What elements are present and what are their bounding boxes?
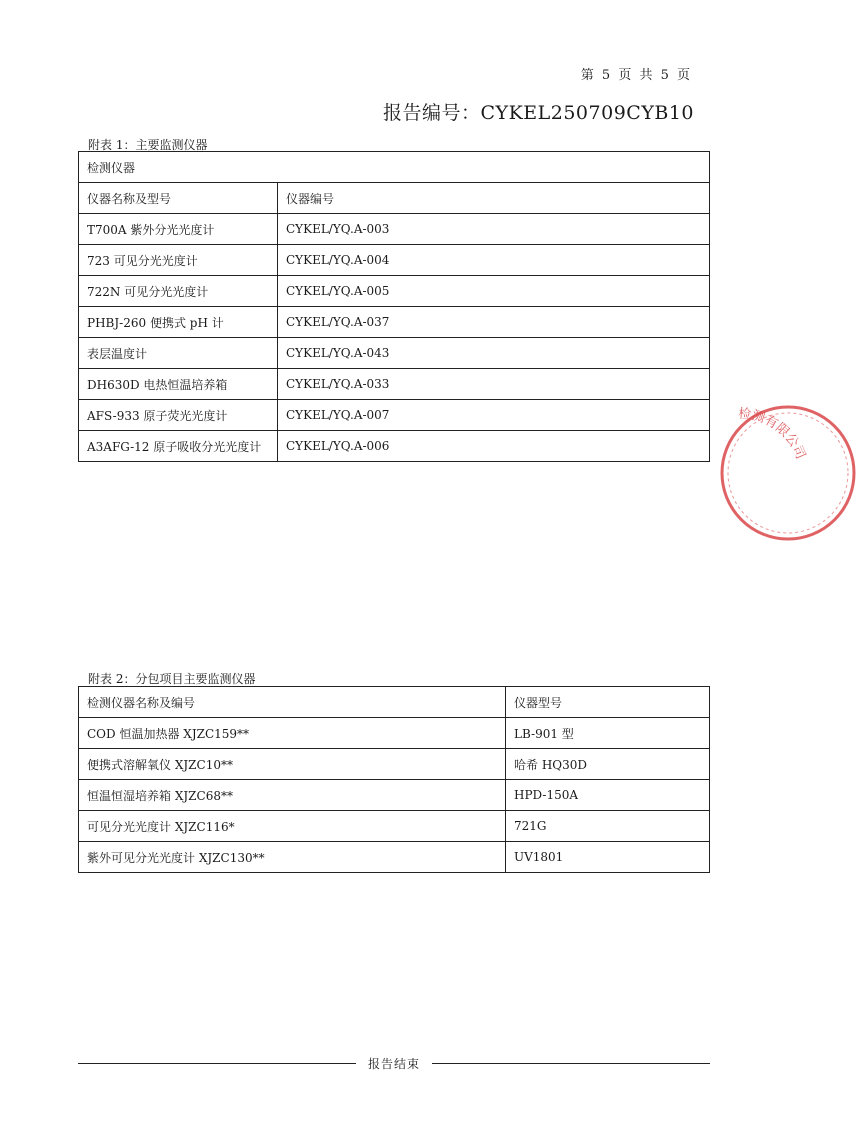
column-header: 仪器编号 (278, 183, 710, 214)
divider (78, 1063, 356, 1064)
instrument-id-cell: CYKEL/YQ.A-004 (278, 245, 710, 276)
appendix2-table (78, 686, 710, 873)
column-header: 仪器名称及型号 (79, 183, 278, 214)
table-row (79, 369, 710, 400)
table-header-row (79, 687, 710, 718)
instrument-id-cell: CYKEL/YQ.A-037 (278, 307, 710, 338)
appendix1-table (78, 151, 710, 462)
instrument-name-cell: COD 恒温加热器 XJZC159** (79, 718, 506, 749)
table-row (79, 749, 710, 780)
seal-text: 检测有限公司 (737, 406, 808, 462)
table-row (79, 338, 710, 369)
instrument-name-cell: T700A 紫外分光光度计 (79, 214, 278, 245)
appendix2-caption: 附表 2：分包项目主要监测仪器 (88, 672, 256, 686)
official-seal (708, 398, 868, 548)
table-row (79, 842, 710, 873)
instrument-name-cell: AFS-933 原子荧光光度计 (79, 400, 278, 431)
report-end-text: 报告结束 (367, 1057, 421, 1071)
instrument-name-cell: 便携式溶解氧仪 XJZC10** (79, 749, 506, 780)
section-title: 检测仪器 (79, 152, 710, 183)
appendix1-caption: 附表 1：主要监测仪器 (88, 138, 208, 152)
instrument-name-cell: DH630D 电热恒温培养箱 (79, 369, 278, 400)
divider (432, 1063, 710, 1064)
instrument-name-cell: 722N 可见分光光度计 (79, 276, 278, 307)
table-row (79, 780, 710, 811)
table-header-row (79, 183, 710, 214)
table-row (79, 245, 710, 276)
instrument-name-cell: 可见分光光度计 XJZC116* (79, 811, 506, 842)
table-section-row (79, 152, 710, 183)
page-number: 第 5 页 共 5 页 (580, 68, 692, 83)
instrument-id-cell: CYKEL/YQ.A-007 (278, 400, 710, 431)
instrument-id-cell: CYKEL/YQ.A-005 (278, 276, 710, 307)
table-row (79, 307, 710, 338)
instrument-model-cell: 721G (506, 811, 710, 842)
table-row (79, 431, 710, 462)
instrument-name-cell: A3AFG-12 原子吸收分光光度计 (79, 431, 278, 462)
table-row (79, 400, 710, 431)
instrument-model-cell: 哈希 HQ30D (506, 749, 710, 780)
table-row (79, 276, 710, 307)
table-row (79, 214, 710, 245)
instrument-id-cell: CYKEL/YQ.A-033 (278, 369, 710, 400)
table-row (79, 811, 710, 842)
report-number: 报告编号：CYKEL250709CYB10 (382, 102, 694, 124)
instrument-name-cell: 恒温恒湿培养箱 XJZC68** (79, 780, 506, 811)
report-end-footer (78, 1055, 710, 1071)
instrument-model-cell: LB-901 型 (506, 718, 710, 749)
instrument-name-cell: 表层温度计 (79, 338, 278, 369)
instrument-name-cell: 紫外可见分光光度计 XJZC130** (79, 842, 506, 873)
column-header: 检测仪器名称及编号 (79, 687, 506, 718)
instrument-model-cell: HPD-150A (506, 780, 710, 811)
instrument-id-cell: CYKEL/YQ.A-003 (278, 214, 710, 245)
instrument-model-cell: UV1801 (506, 842, 710, 873)
instrument-name-cell: 723 可见分光光度计 (79, 245, 278, 276)
instrument-id-cell: CYKEL/YQ.A-043 (278, 338, 710, 369)
instrument-name-cell: PHBJ-260 便携式 pH 计 (79, 307, 278, 338)
column-header: 仪器型号 (506, 687, 710, 718)
table-row (79, 718, 710, 749)
instrument-id-cell: CYKEL/YQ.A-006 (278, 431, 710, 462)
